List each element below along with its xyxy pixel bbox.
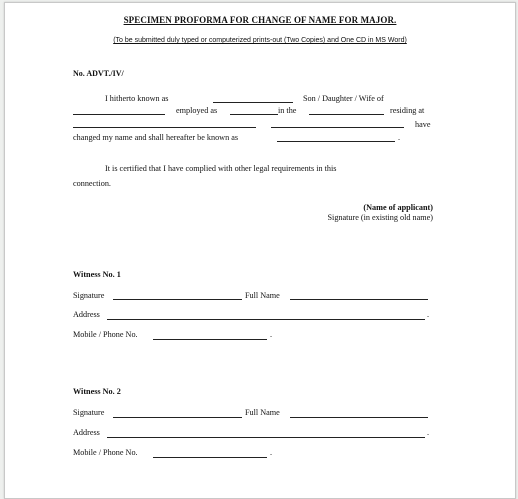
witness-2-full-name-field[interactable] (290, 410, 428, 418)
certification-text: It is certified that I have complied with other legal requirements in this (105, 164, 337, 173)
witness-1-signature-label: Signature (73, 291, 105, 300)
in-the-text: in the (278, 106, 297, 115)
witness-1-full-name-field[interactable] (290, 292, 428, 300)
organisation-field[interactable] (309, 107, 384, 115)
witness-1-phone-field[interactable] (153, 332, 267, 340)
witness-1-heading: Witness No. 1 (73, 270, 121, 279)
new-name-field[interactable] (277, 134, 395, 142)
certification-text-end: connection. (73, 179, 111, 188)
witness-1-address-period: . (427, 310, 430, 319)
address-field-1[interactable] (73, 120, 256, 128)
applicant-signature-label: Signature (in existing old name) (327, 213, 433, 222)
applicant-name-label: (Name of applicant) (363, 203, 433, 212)
address-field-2[interactable] (271, 120, 404, 128)
designation-field[interactable] (230, 107, 278, 115)
advertisement-reference: No. ADVT./IV/ (73, 69, 124, 78)
witness-2-phone-field[interactable] (153, 450, 267, 458)
witness-2-signature-label: Signature (73, 408, 105, 417)
witness-1-address-label: Address (73, 310, 100, 319)
witness-1-signature-field[interactable] (113, 292, 242, 300)
relative-name-field[interactable] (73, 107, 165, 115)
witness-2-full-name-label: Full Name (245, 408, 280, 417)
witness-1-full-name-label: Full Name (245, 291, 280, 300)
old-name-field[interactable] (213, 95, 293, 103)
new-name-period: . (398, 133, 401, 142)
residing-at-text: residing at (390, 106, 425, 115)
employed-as-text: employed as (176, 106, 218, 115)
witness-1-phone-label: Mobile / Phone No. (73, 330, 138, 339)
document-title: SPECIMEN PROFORMA FOR CHANGE OF NAME FOR MAJOR. (123, 15, 397, 25)
witness-2-phone-period: . (270, 448, 273, 457)
witness-2-signature-field[interactable] (113, 410, 242, 418)
proforma-page (4, 2, 516, 499)
declaration-hitherto-text: I hitherto known as (105, 94, 169, 103)
witness-2-address-label: Address (73, 428, 100, 437)
changed-name-text: changed my name and shall hereafter be known as (73, 133, 239, 142)
witness-1-phone-period: . (270, 330, 273, 339)
relation-text: Son / Daughter / Wife of (303, 94, 384, 103)
witness-2-phone-label: Mobile / Phone No. (73, 448, 138, 457)
witness-2-heading: Witness No. 2 (73, 387, 121, 396)
document-subtitle: (To be submitted duly typed or computerized prints-out (Two Copies) and One CD in MS Word) (113, 37, 407, 44)
have-text: have (415, 120, 431, 129)
witness-1-address-field[interactable] (107, 312, 425, 320)
witness-2-address-field[interactable] (107, 430, 425, 438)
witness-2-address-period: . (427, 428, 430, 437)
